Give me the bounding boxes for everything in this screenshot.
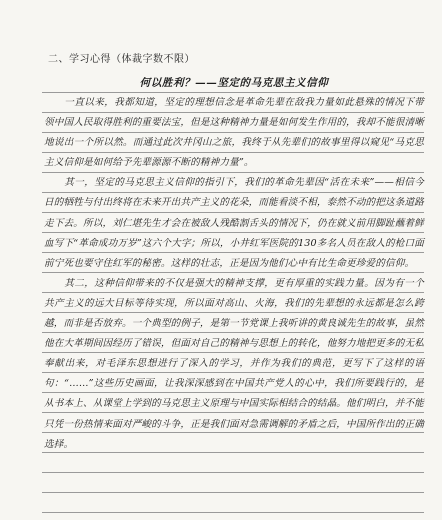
lined-sheet [44,73,424,455]
essay-paragraph-1 [44,93,424,173]
paragraph-2-text: 其一，坚定的马克思主义信仰的指引下，我们的革命先辈因“活在未来”——相信今日的牺牲与付出终将在未来开出共产主义的花朵，而能看淡不相，泰然不动的把这条道路走下去。所以，刘仁堪先生才会在被敌人残酷割舌头的情况下，仍在就义前用脚趾蘸着鲜血写下“革命成功万岁”这六个大字；所以，小井红军医院的130多名人员在敌人的枪口面前宁死也要守住红军的秘密。这样的壮志，正是因为他们心中有比生命更珍爱的信仰。 [44,177,425,269]
paragraph-3-text: 其二，这种信仰带来的不仅是强大的精神支撑，更有厚重的实践力量。因为有一个共产主义的远大目标等待实现，所以面对高山、火海，我们的先辈想的永远都是怎么跨越，而非是否放弃。一个典型的例子，是第一节党课上我听讲的黄良诚先生的故事，虽然他在大革期间因经历了错误，但面对自己的精神与思想上的转化，他努力地把更多的无私奉献出来，对毛泽东思想进行了深入的学习，并作为我们的典范，更写下了这样的语句：“……”这些历史画面，让我深深感到在中国共产党人的心中，我们所要践行的，是从书本上、从课堂上学到的马克思主义原理与中国实际相结合的结晶。他们明白，并不能只凭一份热情来面对严峻的斗争，正是我们面对急需调解的矛盾之后，中国所作出的正确选择。 [44,277,425,450]
essay-paragraph-2 [44,173,424,273]
essay-paragraph-3 [44,274,424,455]
paragraph-1-text: 一直以来，我都知道，坚定的理想信念是革命先辈在敌我力量如此悬殊的情况下带领中国人民取得胜利的重要法宝，但是这种精神力量是如何发生作用的，我却不能很清晰地说出一个所以然。而通过此次井冈山之旅，我终于从先辈们的故事里得以窥见“马克思主义信仰是如何给予先辈源源不断的精神力量”。 [44,97,425,169]
section-title: 二、学习心得（体裁字数不限） [48,54,195,65]
essay-title: 何以胜利？——坚定的马克思主义信仰 [139,77,329,89]
